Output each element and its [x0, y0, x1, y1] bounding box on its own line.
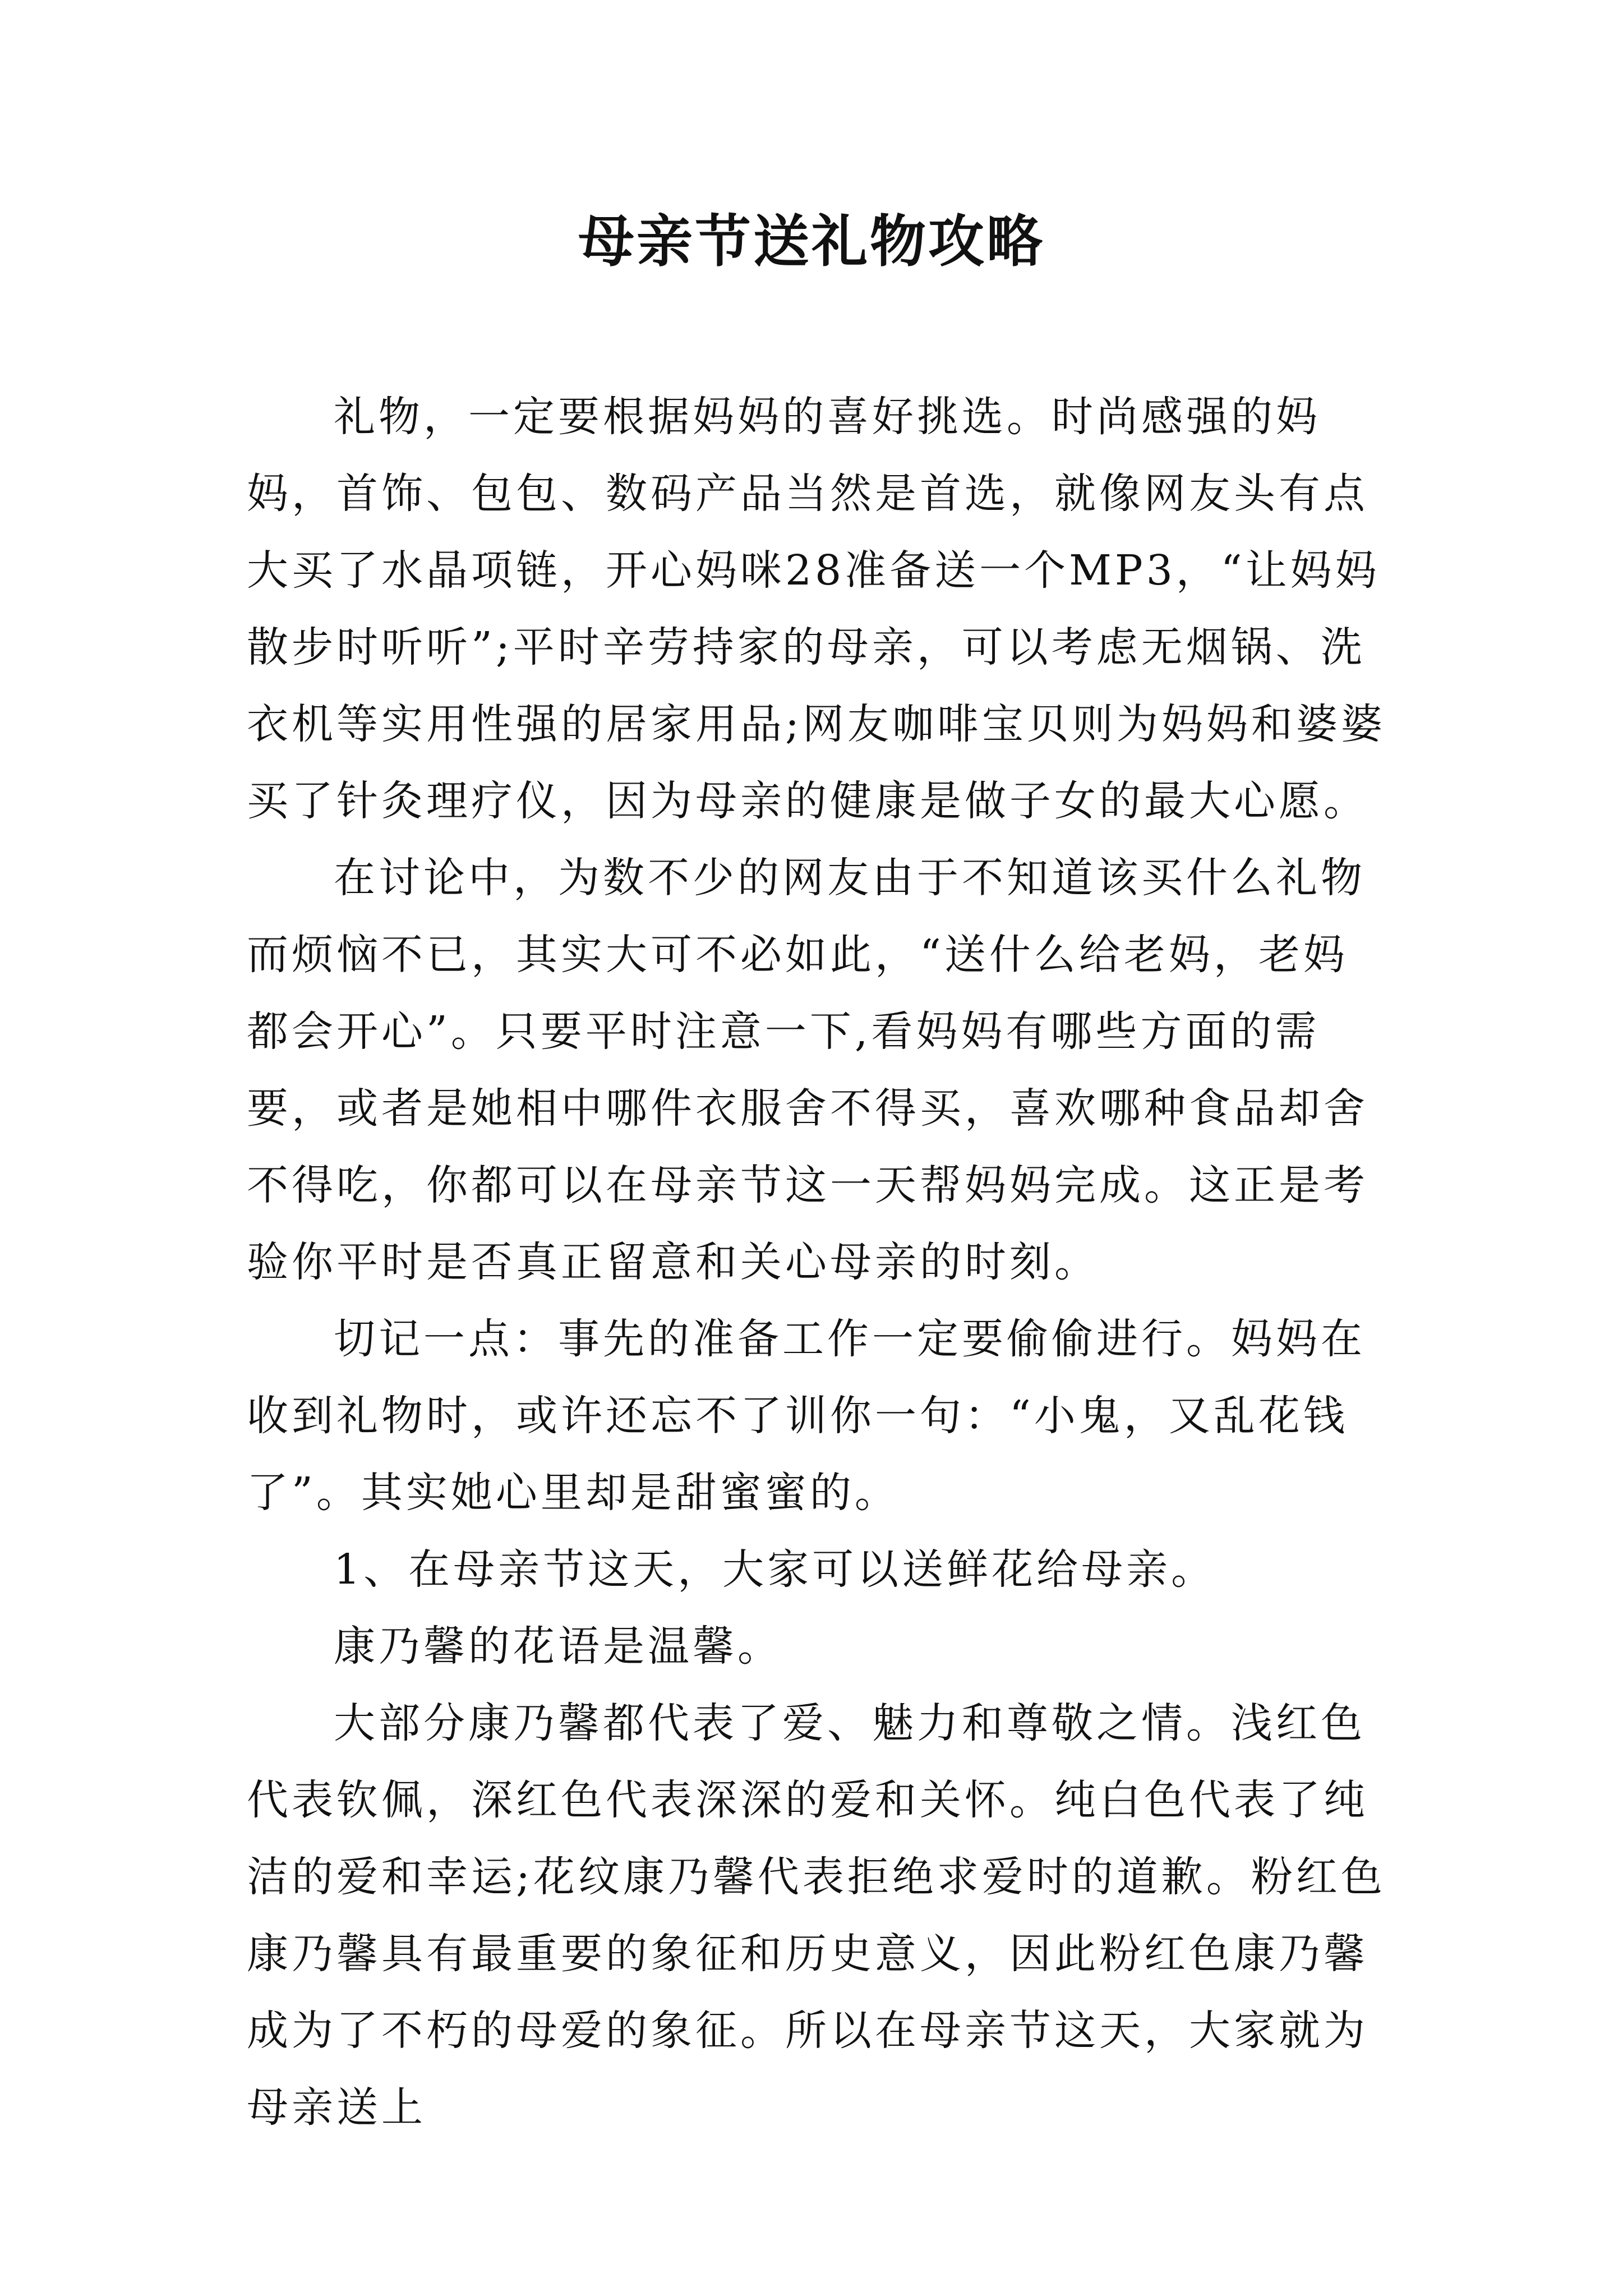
paragraph-no-worry: 在讨论中，为数不少的网友由于不知道该买什么礼物而烦恼不已，其实大可不必如此，“送什么给老妈，老妈都会开心”。只要平时注意一下,看妈妈有哪些方面的需要，或者是她相中哪件衣服舍不得买，喜欢哪种食品却舍不得吃，你都可以在母亲节这一天帮妈妈完成。这正是考验你平时是否真正留意和关心母亲的时刻。 [247, 854, 1368, 1286]
paragraph-secret-prep: 切记一点：事先的准备工作一定要偷偷进行。妈妈在收到礼物时，或许还忘不了训你一句：“小鬼，又乱花钱了”。其实她心里却是甜蜜蜜的。 [247, 1315, 1366, 1517]
document-body [247, 379, 1391, 2146]
paragraph-flower-language: 康乃馨的花语是温馨。 [334, 1622, 782, 1671]
paragraph-carnation-meaning: 大部分康乃馨都代表了爱、魅力和尊敬之情。浅红色代表钦佩，深红色代表深深的爱和关怀。纯白色代表了纯洁的爱和幸运;花纹康乃馨代表拒绝求爱时的道歉。粉红色康乃馨具有最重要的象征和历史意义，因此粉红色康乃馨成为了不朽的母爱的象征。所以在母亲节这天，大家就为母亲送上 [247, 1699, 1386, 2132]
document-title: 母亲节送礼物攻略 [578, 208, 1045, 274]
paragraph-gift-choice: 礼物，一定要根据妈妈的喜好挑选。时尚感强的妈妈，首饰、包包、数码产品当然是首选，就像网友头有点大买了水晶项链，开心妈咪28准备送一个MP3，“让妈妈散步时听听”;平时辛劳持家的母亲，可以考虑无烟锅、洗衣机等实用性强的居家用品;网友咖啡宝贝则为妈妈和婆婆买了针灸理疗仪，因为母亲的健康是做子女的最大心愿。 [247, 393, 1386, 825]
paragraph-send-flowers: 1、在母亲节这天，大家可以送鲜花给母亲。 [334, 1545, 1216, 1594]
